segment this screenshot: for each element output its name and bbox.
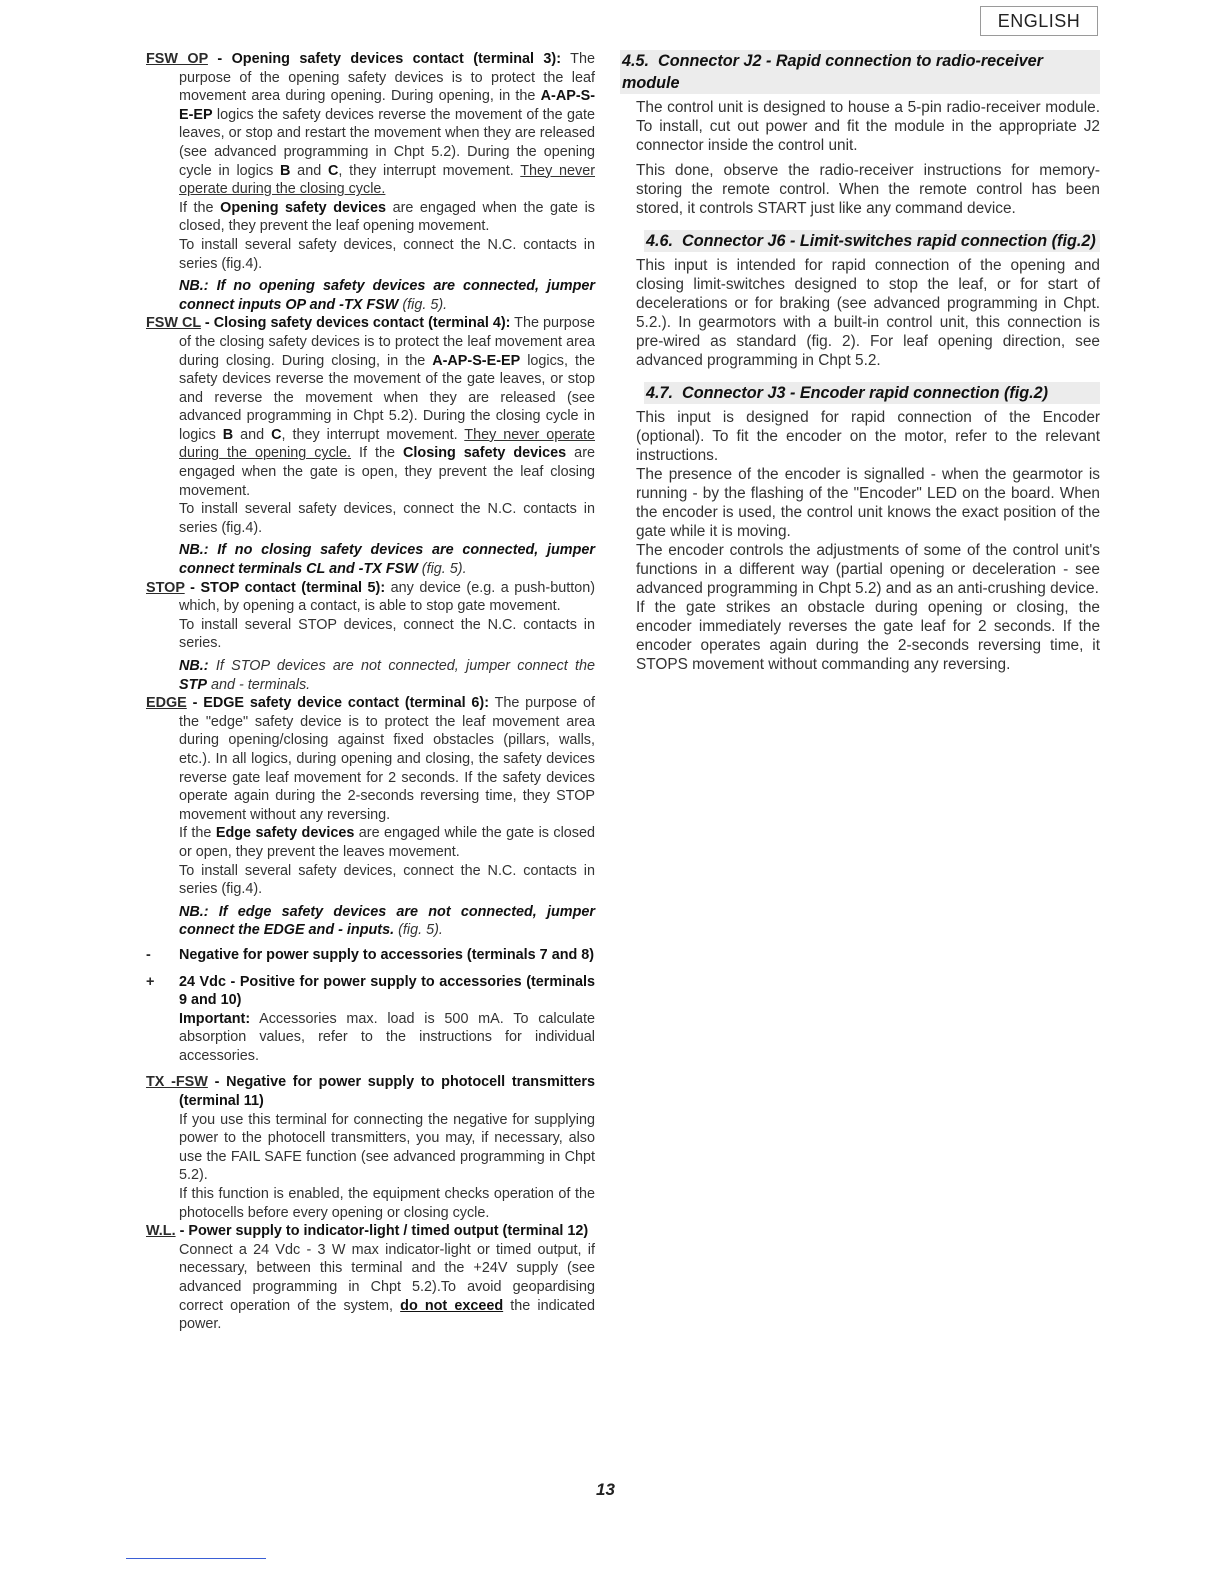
fsw-op-note (179, 277, 595, 314)
text: 4.5. (622, 52, 650, 70)
text: the indicated power. (179, 1297, 595, 1333)
page-number: 13 (596, 1480, 615, 1499)
stop-description (146, 579, 596, 616)
text: Connector J2 - Rapid connection to radio-receiver module (622, 52, 1043, 92)
text: are engaged when the gate is open, they prevent the leaf closing movement. (179, 445, 595, 499)
text: Connect a 24 Vdc - 3 W max indicator-light or timed output, if necessary, between this terminal and the +24V supply (see advanced programming in Chpt 5.2).To avoid geopardising correct operation of the system, (179, 1241, 595, 1314)
section-4-7-para1: This input is designed for rapid connection of the Encoder (optional). To fit the encoder on the motor, refer to the relevant instructions. (636, 409, 1100, 464)
tx-fsw-heading: - Negative for power supply to photocell transmitters (terminal 11) (179, 1074, 595, 1110)
text: C (327, 162, 339, 179)
right-column (620, 50, 1100, 680)
text: and (233, 426, 272, 443)
text: Important: (179, 1010, 251, 1027)
edge-description (146, 694, 596, 824)
section-4-7 (620, 382, 1100, 674)
text: (fig. 5). (398, 296, 448, 313)
text: B (280, 162, 291, 179)
text: and - terminals. (207, 676, 311, 693)
fsw-op-section (146, 50, 595, 314)
text: The purpose of the "edge" safety device is to protect the leaf movement area during opening/closing against fixed obstacles (pillars, walls, etc.). In all logics, during opening and closing, the safety devices reverse gate leaf movement for 2 seconds. If the safety devices operate again during the 2-seconds reversing time, they STOP movement without any reversing. (179, 695, 596, 823)
edge-para2 (179, 824, 595, 861)
fsw-cl-note (179, 541, 595, 578)
fsw-cl-para3: To install several safety devices, connect the N.C. contacts in series (fig.4). (179, 501, 595, 536)
edge-para3: To install several safety devices, connect the N.C. contacts in series (fig.4). (179, 862, 595, 898)
minus-sign: - (146, 946, 151, 963)
section-4-7-para4: If the gate strikes an obstacle during opening or closing, the encoder immediately reverses the gate leaf for 2 seconds. If the encoder operates again during the 2-seconds reversing time, it STOPS movement without commanding any reversing. (636, 599, 1100, 673)
language-label: ENGLISH (980, 6, 1098, 36)
text: C (271, 426, 282, 443)
section-4-6-para1: This input is intended for rapid connection of the opening and closing limit-switches designed to stop the leaf, or for start of decelerations or for braking (see advanced programming in Chpt. 5.2.). In gearmotors with a built-in control unit, this connection is pre-wired as standard (fig. 2). For leaf opening direction, see advanced programming in Chpt 5.2. (636, 257, 1100, 369)
section-4-5-para1: The control unit is designed to house a 5-pin radio-receiver module. To install, cut out power and fit the module in the appropriate J2 connector inside the control unit. (636, 99, 1100, 154)
text: A-AP-S-E-EP (179, 88, 595, 123)
text: 4.6. (646, 232, 674, 250)
edge-note (179, 903, 595, 940)
stop-term: STOP (146, 579, 185, 596)
text: NB.: (179, 658, 209, 674)
section-4-6 (620, 230, 1100, 370)
fsw-cl-heading: - Closing safety devices contact (terminal 4): (200, 315, 511, 332)
text: If the (179, 825, 216, 842)
fsw-cl-term: FSW CL (146, 315, 201, 332)
fsw-cl-description (146, 314, 596, 500)
text: If the (351, 445, 404, 462)
wl-heading: - Power supply to indicator-light / timed output (terminal 12) (175, 1223, 589, 1240)
text: They never operate during the closing cycle. (179, 162, 596, 198)
edge-section (146, 694, 595, 940)
text: do not exceed (400, 1297, 504, 1314)
stop-section (146, 579, 595, 695)
text: 4.7. (646, 384, 674, 402)
negative-supply-heading: Negative for power supply to accessories (terminals 7 and 8) (179, 946, 595, 963)
text: Accessories max. load is 500 mA. To calculate absorption values, refer to the instructions for individual accessories. (179, 1010, 595, 1064)
wl-section (146, 1222, 595, 1334)
important-note (179, 1010, 595, 1066)
left-column (146, 50, 595, 1334)
text: , they interrupt movement. (338, 162, 521, 179)
text: NB.: If no opening safety devices are connected, jumper connect inputs OP and -TX FSW (179, 278, 595, 313)
text: Closing safety devices (403, 445, 567, 462)
section-4-7-para3: The encoder controls the adjustments of some of the control unit's functions in a different way (partial opening or deceleration - see advanced programming in Chpt 5.2) and as an anti-crushing device. (636, 542, 1100, 597)
text: and (290, 162, 328, 179)
text: NB.: If no closing safety devices are connected, jumper connect terminals CL and -TX FSW (179, 542, 595, 578)
tx-fsw-section (146, 1073, 595, 1222)
text: (fig. 5). (417, 561, 467, 578)
fsw-op-term: FSW OP (146, 51, 208, 67)
text: Connector J6 - Limit-switches rapid connection (fig.2) (682, 232, 1096, 250)
text: are engaged while the gate is closed or open, they prevent the leaves movement. (179, 825, 596, 860)
text: If STOP devices are not connected, jumper connect the (208, 658, 595, 674)
stop-heading: - STOP contact (terminal 5): (184, 579, 386, 596)
text: A-AP-S-E-EP (432, 352, 521, 369)
fsw-op-description (146, 50, 596, 199)
text: Edge safety devices (215, 825, 355, 842)
positive-supply-section (146, 973, 595, 1066)
plus-sign: + (146, 973, 155, 990)
tx-fsw-term: TX -FSW (146, 1074, 208, 1091)
fsw-op-para2 (179, 199, 595, 236)
text: They never operate during the opening cycle. (179, 426, 596, 462)
fsw-cl-section (146, 314, 595, 578)
text: are engaged when the gate is closed, they prevent the leaf opening movement. (179, 199, 596, 235)
text: STP (179, 676, 207, 693)
text: The purpose of the opening safety devices is to protect the leaf movement area during opening. During opening, in the (179, 51, 595, 105)
text: (fig. 5). (394, 922, 443, 939)
text: B (222, 426, 234, 443)
tx-fsw-para1: If you use this terminal for connecting the negative for supplying power to the photocell transmitters, you may, if necessary, also use the FAIL SAFE function (see advanced programming in Chpt 5.2). (179, 1111, 595, 1184)
text: Connector J3 - Encoder rapid connection (fig.2) (682, 384, 1049, 402)
text: any device (e.g. a push-button) which, by opening a contact, is able to stop gate movement. (179, 579, 596, 615)
section-4-7-para2: The presence of the encoder is signalled - when the gearmotor is running - by the flashing of the "Encoder" LED on the board. When the encoder is used, the control unit knows the exact position of the gate while it is moving. (636, 466, 1100, 540)
text: logics, the safety devices reverse the movement of the gate leaves, or stop and reverse the movement when they are released (see advanced programming in Chpt 5.2). During the closing cycle in logics (179, 352, 595, 443)
text: The purpose of the closing safety devices is to protect the leaf movement area during closing. During closing, in the (179, 315, 595, 369)
text: , they interrupt movement. (281, 426, 465, 443)
wl-para1 (179, 1241, 595, 1334)
wl-heading-line (146, 1222, 595, 1241)
positive-supply-heading: 24 Vdc - Positive for power supply to accessories (terminals 9 and 10) (179, 973, 595, 1009)
fsw-op-para3: To install several safety devices, connect the N.C. contacts in series (fig.4). (179, 236, 595, 272)
section-4-5 (620, 50, 1100, 218)
section-4-5-para2: This done, observe the radio-receiver instructions for memory-storing the remote control. When the remote control has been stored, it controls START just like any command device. (636, 162, 1100, 217)
text: logics the safety devices reverse the movement of the gate leaves, or stop and restart the movement when they are released (see advanced programming in Chpt 5.2). During the opening cycle in logics (179, 106, 595, 179)
stop-para2: To install several STOP devices, connect the N.C. contacts in series. (179, 616, 595, 652)
wl-term: W.L. (146, 1223, 176, 1240)
stop-note (179, 657, 595, 694)
section-4-5-heading (620, 50, 1100, 94)
section-4-6-heading (644, 230, 1100, 252)
text: If the (179, 199, 221, 216)
section-4-7-heading (644, 382, 1100, 404)
tx-fsw-heading-line (146, 1073, 595, 1110)
fsw-op-heading: - Opening safety devices contact (terminal 3): (207, 51, 562, 67)
footer-rule (126, 1558, 266, 1559)
text: Opening safety devices (220, 199, 387, 216)
negative-supply-section (146, 946, 595, 965)
tx-fsw-para2: If this function is enabled, the equipment checks operation of the photocells before every opening or closing cycle. (179, 1186, 595, 1221)
text: NB.: If edge safety devices are not connected, jumper connect the EDGE and - inputs. (179, 903, 595, 939)
edge-heading: - EDGE safety device contact (terminal 6): (186, 695, 490, 712)
edge-term: EDGE (146, 695, 187, 712)
